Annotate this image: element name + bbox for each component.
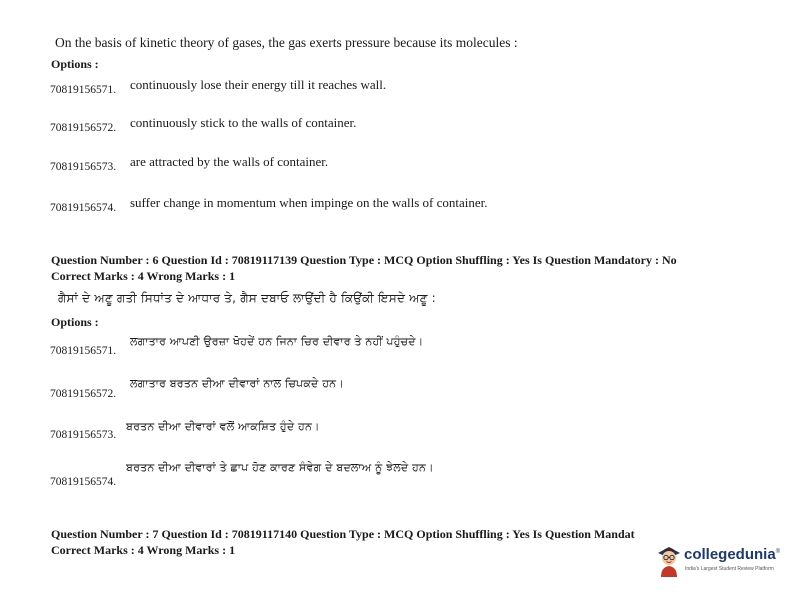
option-id: 70819156574. xyxy=(50,476,117,488)
question-6-text: ਗੈਸਾਂ ਦੇ ਅਣੂ ਗਤੀ ਸਿਧਾਂਤ ਦੇ ਆਧਾਰ ਤੇ, ਗੈਸ ਦਬਾਓ ਲਾਉਂਦੀ ਹੈ ਕਿਉਂਕੀ ਇਸਦੇ ਅਣੂ : xyxy=(58,291,436,305)
option-text: ਲਗਾਤਾਰ ਬਰਤਨ ਦੀਆ ਦੀਵਾਰਾਂ ਨਾਲ ਚਿਪਕਦੇ ਹਨ। xyxy=(130,377,344,390)
student-avatar-icon xyxy=(655,544,683,578)
option-id: 70819156574. xyxy=(50,202,117,214)
option-text: ਬਰਤਨ ਦੀਆ ਦੀਵਾਰਾਂ ਤੇ ਛਾਪ ਹੋਣ ਕਾਰਣ ਸੰਵੇਗ ਦੇ ਬਦਲਾਅ ਨੂੰ ਝੇਲਦੇ ਹਨ। xyxy=(126,461,434,474)
option-text: ਲਗਾਤਾਰ ਆਪਣੀ ਉਰਜ਼ਾ ਖੋਹਦੇਂ ਹਨ ਜਿਨਾ ਚਿਰ ਦੀਵਾਰ ਤੇ ਨਹੀਂ ਪਹੁੰਚਦੇ। xyxy=(130,335,424,348)
option-text: continuously lose their energy till it reaches wall. xyxy=(130,77,387,92)
question-5-text: On the basis of kinetic theory of gases, the gas exerts pressure because its molecules : xyxy=(55,35,518,50)
option-text: suffer change in momentum when impinge on the walls of container. xyxy=(130,195,488,210)
option-text: continuously stick to the walls of container. xyxy=(130,115,357,130)
logo-tagline: India's Largest Student Review Platform xyxy=(685,566,774,572)
option-id: 70819156572. xyxy=(50,388,117,400)
question-7-marks: Correct Marks : 4 Wrong Marks : 1 xyxy=(51,543,236,557)
option-id: 70819156573. xyxy=(50,161,117,173)
option-id: 70819156573. xyxy=(50,429,117,441)
options-label: Options : xyxy=(51,57,99,71)
option-text: ਬਰਤਨ ਦੀਆ ਦੀਵਾਰਾਂ ਵਲੋਂ ਆਕਸ਼ਿਤ ਹੁੰਦੇ ਹਨ। xyxy=(126,420,320,433)
options-label: Options : xyxy=(51,315,99,329)
option-id: 70819156571. xyxy=(50,84,117,96)
collegedunia-logo xyxy=(655,544,785,580)
question-6-marks: Correct Marks : 4 Wrong Marks : 1 xyxy=(51,269,236,283)
option-id: 70819156571. xyxy=(50,345,117,357)
question-6-meta: Question Number : 6 Question Id : 70819117139 Question Type : MCQ Option Shuffling : Yes Is Question Mandatory : No xyxy=(51,253,677,267)
option-text: are attracted by the walls of container. xyxy=(130,154,329,169)
question-7-meta: Question Number : 7 Question Id : 70819117140 Question Type : MCQ Option Shuffling : Yes Is Question Mandat xyxy=(51,527,635,541)
logo-wordmark: collegedunia® xyxy=(684,546,781,563)
option-id: 70819156572. xyxy=(50,122,117,134)
